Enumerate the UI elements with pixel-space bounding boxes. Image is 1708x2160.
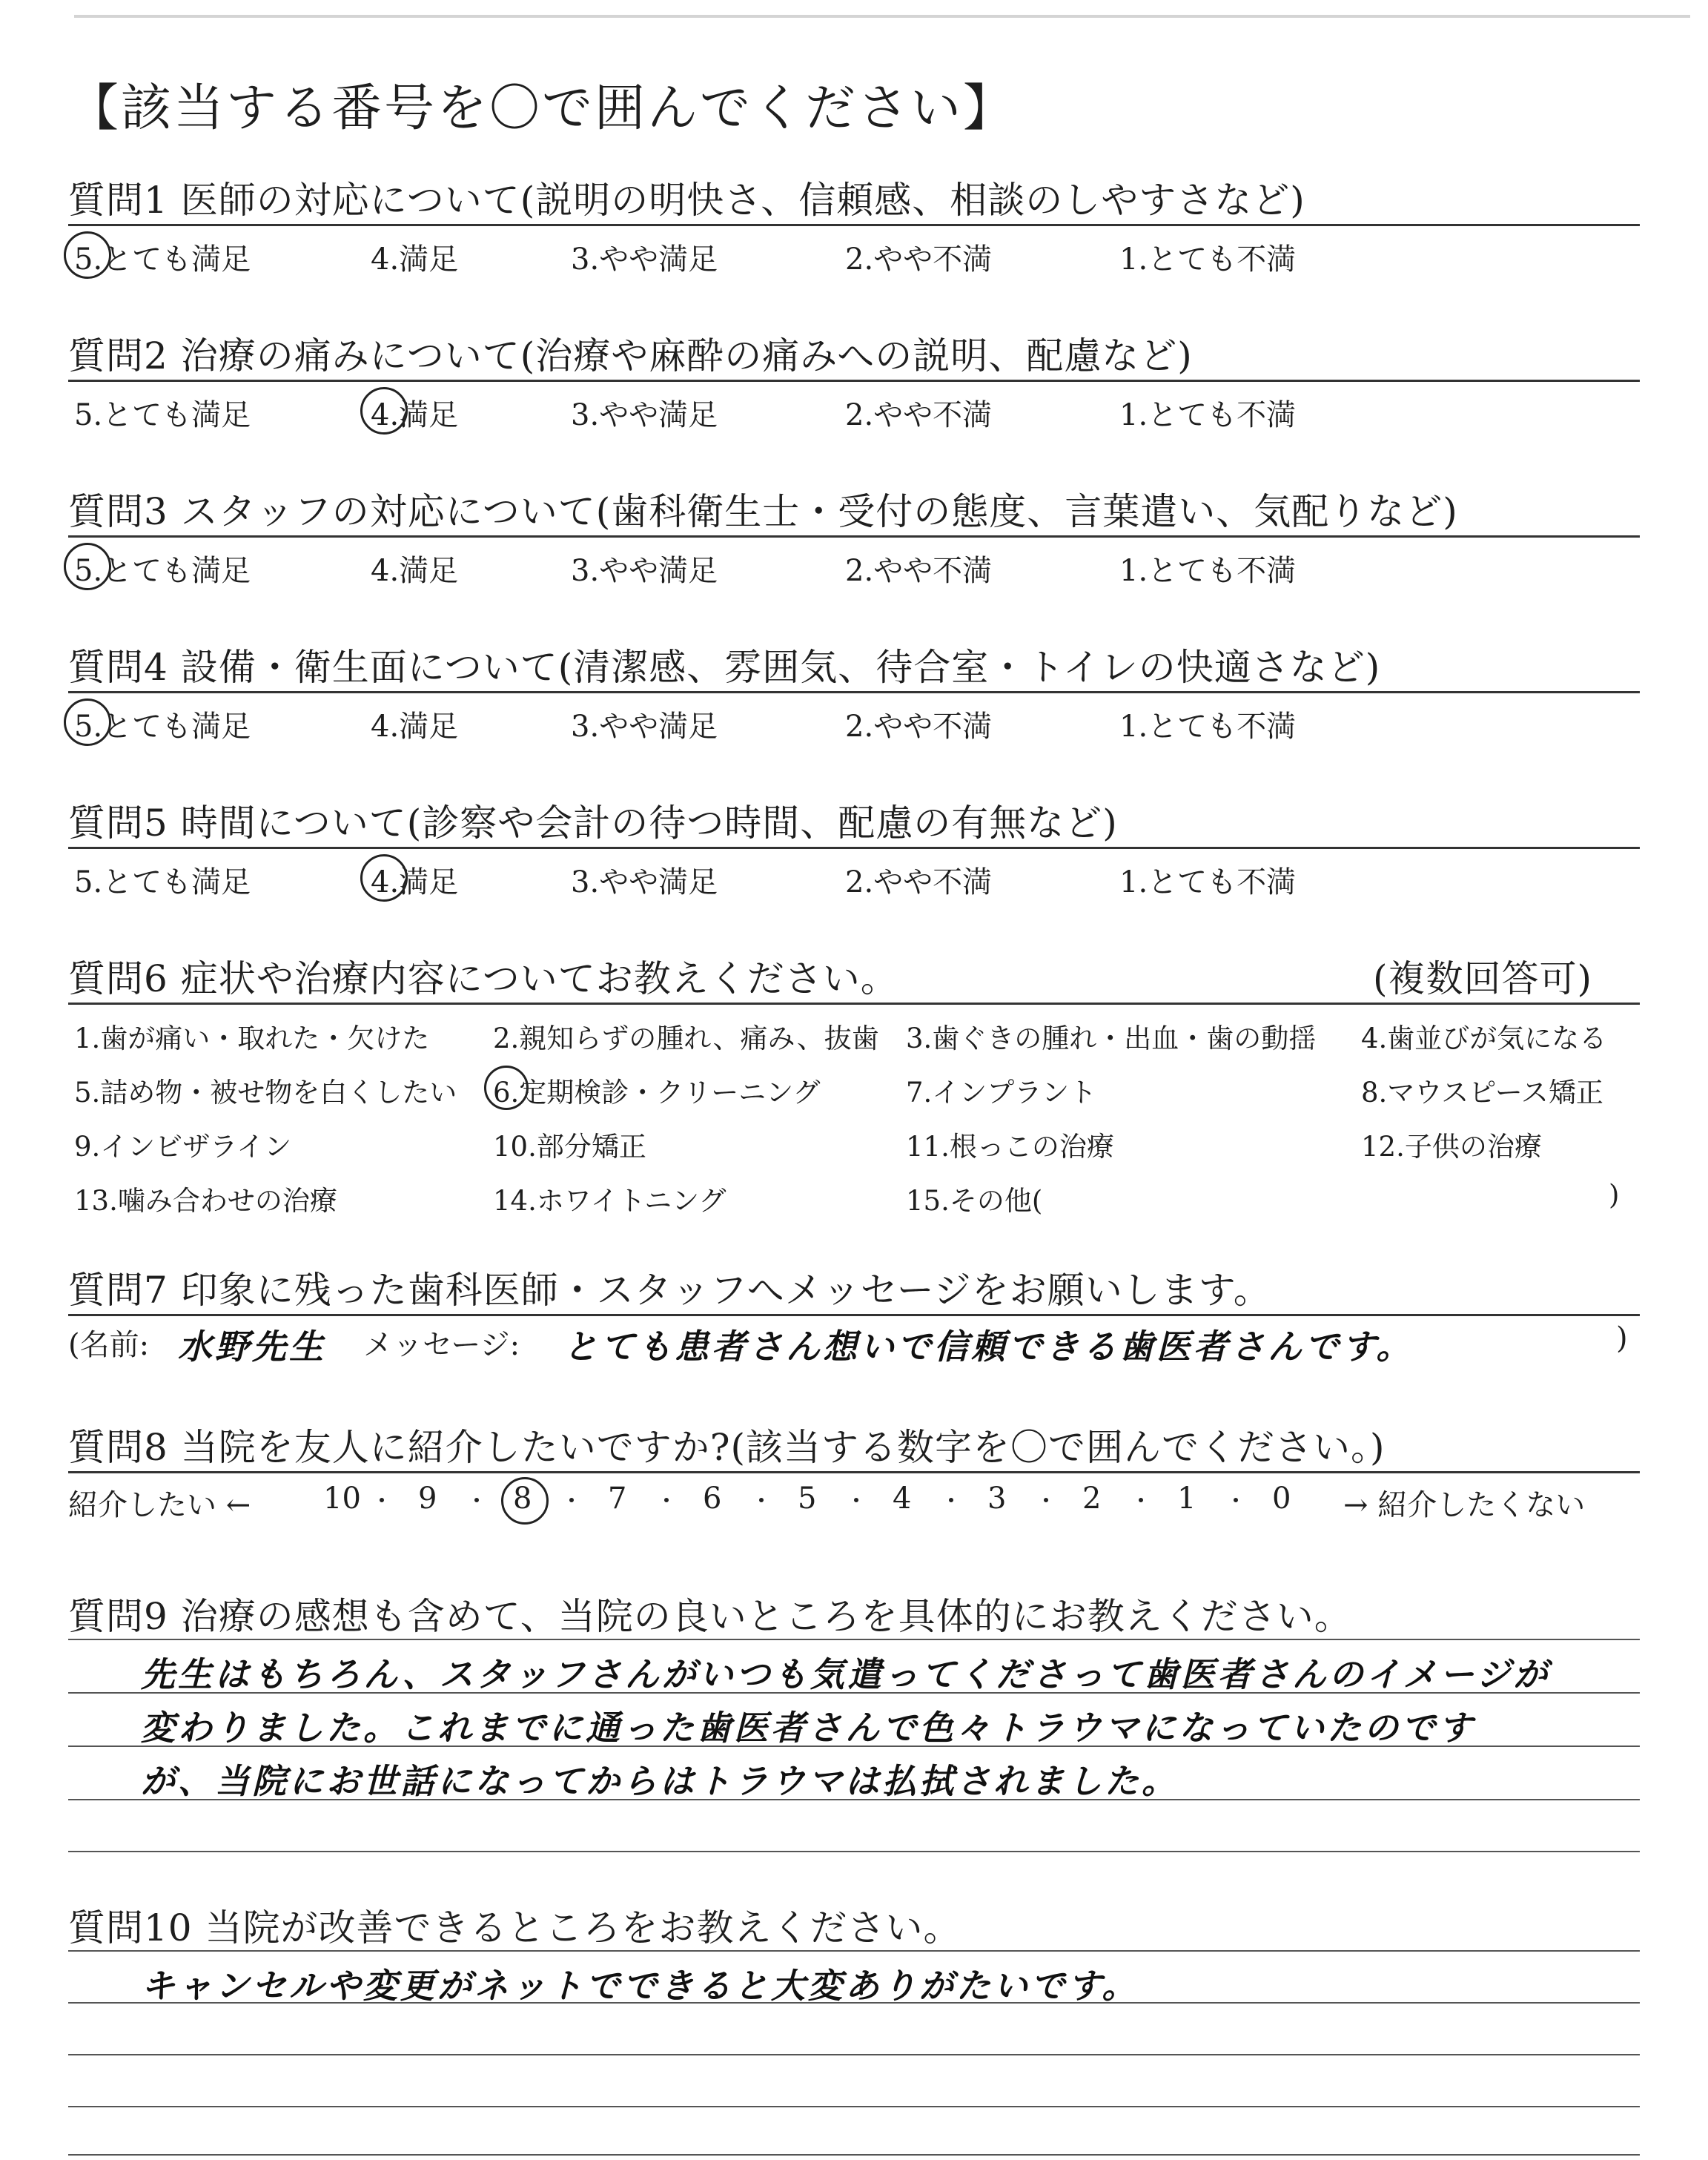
selection-circle: [484, 1066, 529, 1110]
page-header: 【該当する番号を〇で囲んでください】: [68, 79, 1016, 138]
rating-option[interactable]: 4.満足: [371, 865, 459, 899]
q6-option[interactable]: 15.その他(: [906, 1185, 1043, 1217]
q8-separator-dot: [380, 1498, 384, 1502]
answer-line: [68, 1950, 1640, 1952]
q8-separator-dot: [949, 1498, 953, 1502]
rating-option[interactable]: 5.とても満足: [74, 554, 251, 588]
q8-separator-dot: [854, 1498, 858, 1502]
q8-rule: [68, 1471, 1640, 1473]
handwritten-line[interactable]: が、当院にお世話になってからはトラウマは払拭されました。: [141, 1761, 1179, 1801]
rating-option[interactable]: 4.満足: [371, 398, 459, 432]
q8-left-label: 紹介したい ←: [68, 1488, 251, 1522]
rating-option[interactable]: 1.とても不満: [1119, 865, 1297, 899]
q7-rule: [68, 1314, 1640, 1316]
selection-circle: [64, 698, 111, 746]
q6-option[interactable]: 2.親知らずの腫れ、痛み、抜歯: [493, 1023, 879, 1054]
selection-circle: [360, 387, 408, 435]
question-title: 質問5 時間について(診察や会計の待つ時間、配慮の有無など): [68, 802, 1118, 845]
rating-option[interactable]: 3.やや満足: [571, 554, 718, 588]
answer-line: [68, 1639, 1640, 1640]
q6-option[interactable]: 12.子供の治療: [1361, 1131, 1542, 1163]
rating-option[interactable]: 5.とても満足: [74, 865, 251, 899]
q10-title: 質問10 当院が改善できるところをお教えください。: [68, 1906, 961, 1949]
q6-option[interactable]: 13.噛み合わせの治療: [74, 1185, 337, 1217]
selection-circle: [360, 854, 408, 902]
q8-separator-dot: [569, 1498, 574, 1502]
question-title: 質問4 設備・衛生面について(清潔感、雰囲気、待合室・トイレの快適さなど): [68, 646, 1381, 689]
q6-option[interactable]: 5.詰め物・被せ物を白くしたい: [74, 1077, 457, 1109]
question-rule: [68, 691, 1640, 693]
rating-option[interactable]: 5.とても満足: [74, 242, 251, 277]
q6-option: ): [1609, 1179, 1620, 1211]
q6-option[interactable]: 3.歯ぐきの腫れ・出血・歯の動揺: [906, 1023, 1317, 1054]
q6-option[interactable]: 9.インビザライン: [74, 1131, 292, 1163]
question-rule: [68, 224, 1640, 226]
q8-number[interactable]: 8: [513, 1482, 532, 1516]
handwritten-line[interactable]: 先生はもちろん、スタッフさんがいつも気遣ってくださって歯医者さんのイメージが: [141, 1654, 1551, 1694]
rating-option[interactable]: 2.やや不満: [845, 865, 993, 899]
q8-number[interactable]: 7: [608, 1482, 627, 1516]
q8-number[interactable]: 2: [1082, 1482, 1102, 1516]
rating-option[interactable]: 2.やや不満: [845, 398, 993, 432]
q6-option[interactable]: 4.歯並びが気になる: [1361, 1023, 1607, 1054]
q9-title: 質問9 治療の感想も含めて、当院の良いところを具体的にお教えください。: [68, 1595, 1352, 1638]
q6-option[interactable]: 6.定期検診・クリーニング: [493, 1077, 821, 1109]
rating-option[interactable]: 4.満足: [371, 242, 459, 277]
q8-separator-dot: [664, 1498, 669, 1502]
q7-message-label: メッセージ:: [363, 1328, 520, 1362]
answer-line: [68, 1851, 1640, 1852]
q8-number[interactable]: 6: [703, 1482, 722, 1516]
answer-line: [68, 2054, 1640, 2055]
rating-option[interactable]: 3.やや満足: [571, 398, 718, 432]
q8-number[interactable]: 0: [1272, 1482, 1291, 1516]
q8-number[interactable]: 5: [798, 1482, 817, 1516]
rating-option[interactable]: 2.やや不満: [845, 554, 993, 588]
question-rule: [68, 847, 1640, 849]
rating-option[interactable]: 5.とても満足: [74, 710, 251, 744]
rating-option[interactable]: 3.やや満足: [571, 710, 718, 744]
question-rule: [68, 380, 1640, 382]
selection-circle: [64, 231, 111, 279]
q6-option[interactable]: 11.根っこの治療: [906, 1131, 1114, 1163]
rating-option[interactable]: 3.やや満足: [571, 242, 718, 277]
q7-name-label: (名前:: [68, 1328, 150, 1362]
answer-line: [68, 2106, 1640, 2107]
handwritten-line[interactable]: キャンセルや変更がネットでできると大変ありがたいです。: [141, 1966, 1139, 2006]
q6-title: 質問6 症状や治療内容についてお教えください。: [68, 957, 898, 1000]
answer-line: [68, 2154, 1640, 2156]
rating-option[interactable]: 2.やや不満: [845, 710, 993, 744]
q8-separator-dot: [1234, 1498, 1238, 1502]
q8-right-label: → 紹介したくない: [1343, 1488, 1586, 1522]
q7-name-value[interactable]: 水野先生: [178, 1327, 326, 1367]
q8-number[interactable]: 1: [1177, 1482, 1196, 1516]
q8-separator-dot: [759, 1498, 764, 1502]
q8-number[interactable]: 4: [893, 1482, 912, 1516]
rating-option[interactable]: 5.とても満足: [74, 398, 251, 432]
q7-title: 質問7 印象に残った歯科医師・スタッフへメッセージをお願いします。: [68, 1269, 1271, 1312]
q8-number[interactable]: 9: [418, 1482, 437, 1516]
question-title: 質問3 スタッフの対応について(歯科衛生士・受付の態度、言葉遣い、気配りなど): [68, 490, 1458, 533]
q8-number[interactable]: 3: [987, 1482, 1007, 1516]
question-title: 質問2 治療の痛みについて(治療や麻酔の痛みへの説明、配慮など): [68, 334, 1193, 377]
rating-option[interactable]: 1.とても不満: [1119, 242, 1297, 277]
q6-option[interactable]: 8.マウスピース矯正: [1361, 1077, 1603, 1109]
q8-separator-dot: [1139, 1498, 1143, 1502]
rating-option[interactable]: 1.とても不満: [1119, 710, 1297, 744]
rating-option[interactable]: 4.満足: [371, 710, 459, 744]
q6-option[interactable]: 14.ホワイトニング: [493, 1185, 726, 1217]
q8-number[interactable]: 10: [323, 1482, 361, 1516]
rating-option[interactable]: 1.とても不満: [1119, 554, 1297, 588]
rating-option[interactable]: 1.とても不満: [1119, 398, 1297, 432]
q8-separator-dot: [1044, 1498, 1048, 1502]
q6-option[interactable]: 10.部分矯正: [493, 1131, 646, 1163]
top-border: [74, 15, 1690, 18]
selection-circle: [501, 1477, 549, 1525]
handwritten-line[interactable]: 変わりました。これまでに通った歯医者さんで色々トラウマになっていたのです: [141, 1708, 1475, 1748]
rating-option[interactable]: 2.やや不満: [845, 242, 993, 277]
selection-circle: [64, 543, 111, 590]
q7-message-value[interactable]: とても患者さん想いで信頼できる歯医者さんです。: [563, 1327, 1414, 1367]
q8-separator-dot: [474, 1498, 479, 1502]
question-title: 質問1 医師の対応について(説明の明快さ、信頼感、相談のしやすさなど): [68, 179, 1305, 222]
q6-option[interactable]: 1.歯が痛い・取れた・欠けた: [74, 1023, 430, 1054]
rating-option[interactable]: 4.満足: [371, 554, 459, 588]
q7-close-paren: ): [1616, 1321, 1628, 1355]
rating-option[interactable]: 3.やや満足: [571, 865, 718, 899]
q8-title: 質問8 当院を友人に紹介したいですか?(該当する数字を〇で囲んでください。): [68, 1426, 1386, 1469]
q6-option[interactable]: 7.インプラント: [906, 1077, 1097, 1109]
question-rule: [68, 535, 1640, 538]
q6-rule: [68, 1003, 1640, 1005]
q6-note: (複数回答可): [1373, 957, 1593, 1000]
